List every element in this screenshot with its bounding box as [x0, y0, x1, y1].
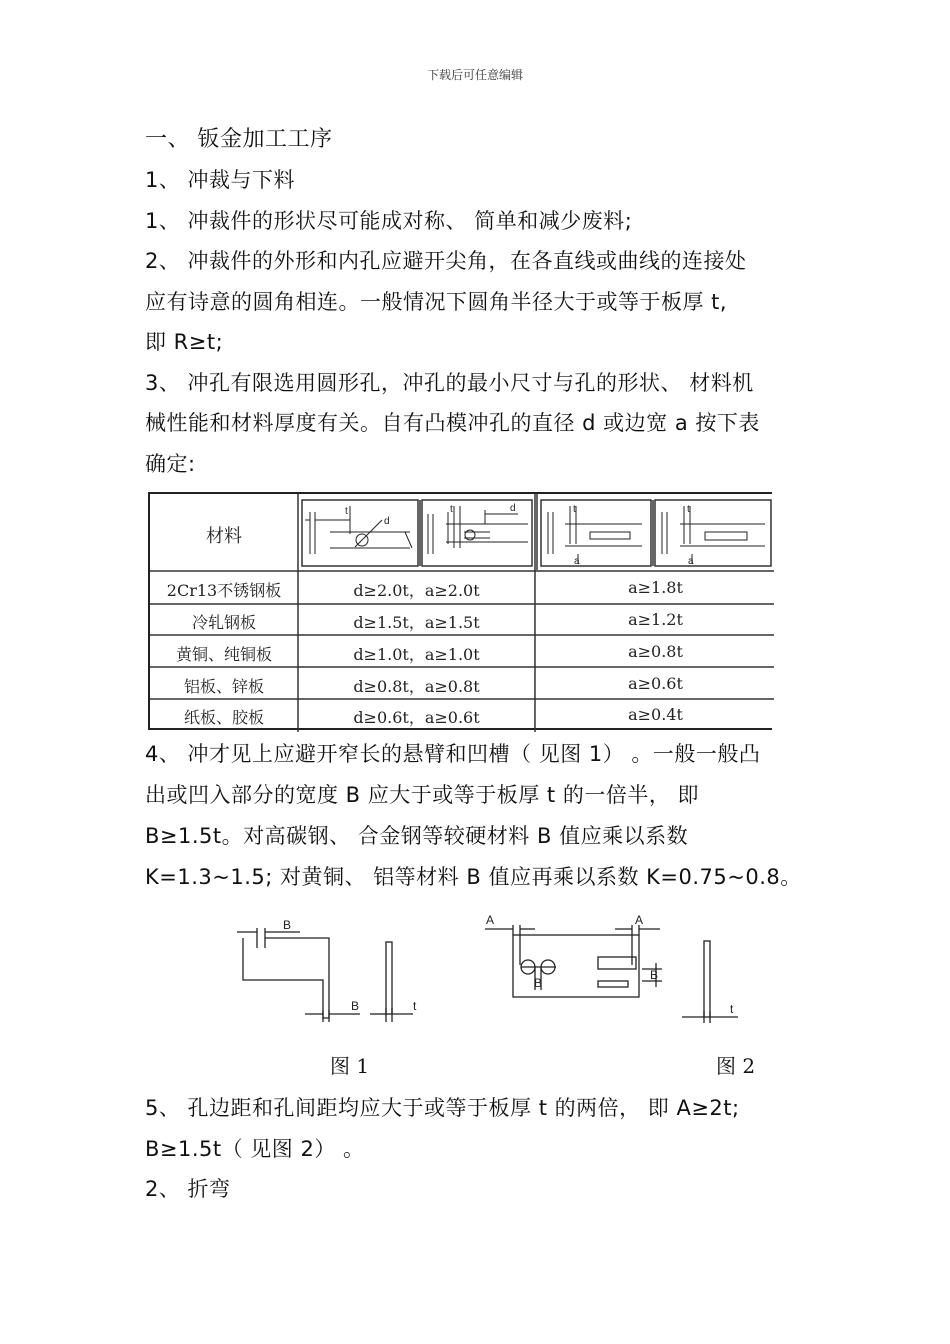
dim-label-t-1: t: [345, 506, 348, 517]
table-cell-round: d≥0.8t，a≥0.8t: [353, 677, 480, 696]
fig2-label-A-right: A: [635, 913, 644, 927]
paragraph-1: 1、 冲裁件的形状尽可能成对称、 简单和减少废料;: [145, 209, 633, 233]
paragraph-2-line-3: 即 R≥t;: [145, 330, 224, 354]
paragraph-2-line-2: 应有诗意的圆角相连。一般情况下圆角半径大于或等于板厚 t,: [145, 290, 728, 314]
table-cell-round: d≥2.0t，a≥2.0t: [353, 581, 480, 600]
fig1-label-B-top: B: [283, 918, 292, 932]
dim-label-d-2: d: [510, 503, 516, 514]
dim-label-t-4: t: [687, 504, 690, 515]
paragraph-5-line-2: B≥1.5t（ 见图 2） 。: [145, 1137, 365, 1161]
figure-2-drawing: [480, 905, 745, 1030]
figure-1-caption: 图 1: [330, 1054, 370, 1078]
dim-label-a-4: a: [688, 556, 694, 567]
fig1-label-t: t: [413, 999, 417, 1013]
table-cell-rect: a≥0.6t: [628, 674, 683, 693]
table-cell-rect: a≥0.8t: [628, 642, 683, 661]
paragraph-3-line-1: 3、 冲孔有限选用圆形孔，冲孔的最小尺寸与孔的形状、 材料机: [145, 371, 754, 395]
fig1-label-B-bottom: B: [351, 999, 360, 1013]
paragraph-3-line-3: 确定:: [145, 452, 196, 476]
table-cell-material: 铝板、锌板: [183, 677, 264, 696]
dim-label-t-2: t: [450, 504, 453, 515]
paragraph-4-line-3: B≥1.5t。对高碳钢、 合金钢等较硬材料 B 值应乘以系数: [145, 824, 689, 848]
heading-section-1: 一、 钣金加工工序: [145, 127, 333, 152]
table-cell-rect: a≥0.4t: [628, 705, 683, 724]
table-cell-round: d≥1.0t，a≥1.0t: [353, 645, 480, 664]
dim-label-t-3: t: [573, 504, 576, 515]
figure-2-caption: 图 2: [716, 1054, 756, 1078]
page-header-note: 下载后可任意编辑: [426, 68, 523, 82]
paragraph-2-line-1: 2、 冲裁件的外形和内孔应避开尖角，在各直线或曲线的连接处: [145, 249, 747, 273]
paragraph-4-line-4: K=1.3~1.5; 对黄铜、 铝等材料 B 值应再乘以系数 K=0.75~0.8。: [145, 865, 802, 889]
dim-label-a-3: a: [574, 556, 580, 567]
table-cell-round: d≥0.6t，a≥0.6t: [353, 708, 480, 727]
table-cell-material: 冷轧钢板: [191, 613, 256, 632]
fig2-label-t: t: [730, 1002, 734, 1016]
paragraph-4-line-1: 4、 冲才见上应避开窄长的悬臂和凹槽（ 见图 1） 。一般一般凸: [145, 742, 761, 766]
round-hole-diagram-1: [305, 506, 412, 554]
paragraph-4-line-2: 出或凹入部分的宽度 B 应大于或等于板厚 t 的一倍半， 即: [145, 783, 700, 807]
hole-size-table: [148, 492, 772, 730]
table-cell-round: d≥1.5t，a≥1.5t: [353, 613, 480, 632]
paragraph-3-line-2: 械性能和材料厚度有关。自有凸模冲孔的直径 d 或边宽 a 按下表: [145, 411, 760, 435]
fig2-label-A-left: A: [486, 913, 495, 927]
table-cell-material: 黄铜、纯铜板: [175, 645, 272, 664]
heading-bending: 2、 折弯: [145, 1177, 231, 1201]
rect-hole-diagram-3: [548, 506, 642, 564]
dim-label-d-1: d: [384, 516, 390, 527]
table-cell-material: 纸板、胶板: [183, 708, 264, 727]
table-cell-material: 2Cr13不锈钢板: [166, 581, 282, 600]
fig2-label-B-holes: B: [534, 976, 543, 990]
figure-1-drawing: [235, 910, 415, 1025]
table-cell-rect: a≥1.8t: [628, 578, 683, 597]
rect-hole-diagram-4: [662, 506, 765, 564]
fig2-label-B-slot: B: [650, 968, 659, 982]
table-header-material: 材料: [206, 526, 242, 547]
paragraph-5-line-1: 5、 孔边距和孔间距均应大于或等于板厚 t 的两倍， 即 A≥2t;: [145, 1096, 740, 1120]
table-cell-rect: a≥1.2t: [628, 610, 683, 629]
heading-punching: 1、 冲裁与下料: [145, 168, 296, 192]
